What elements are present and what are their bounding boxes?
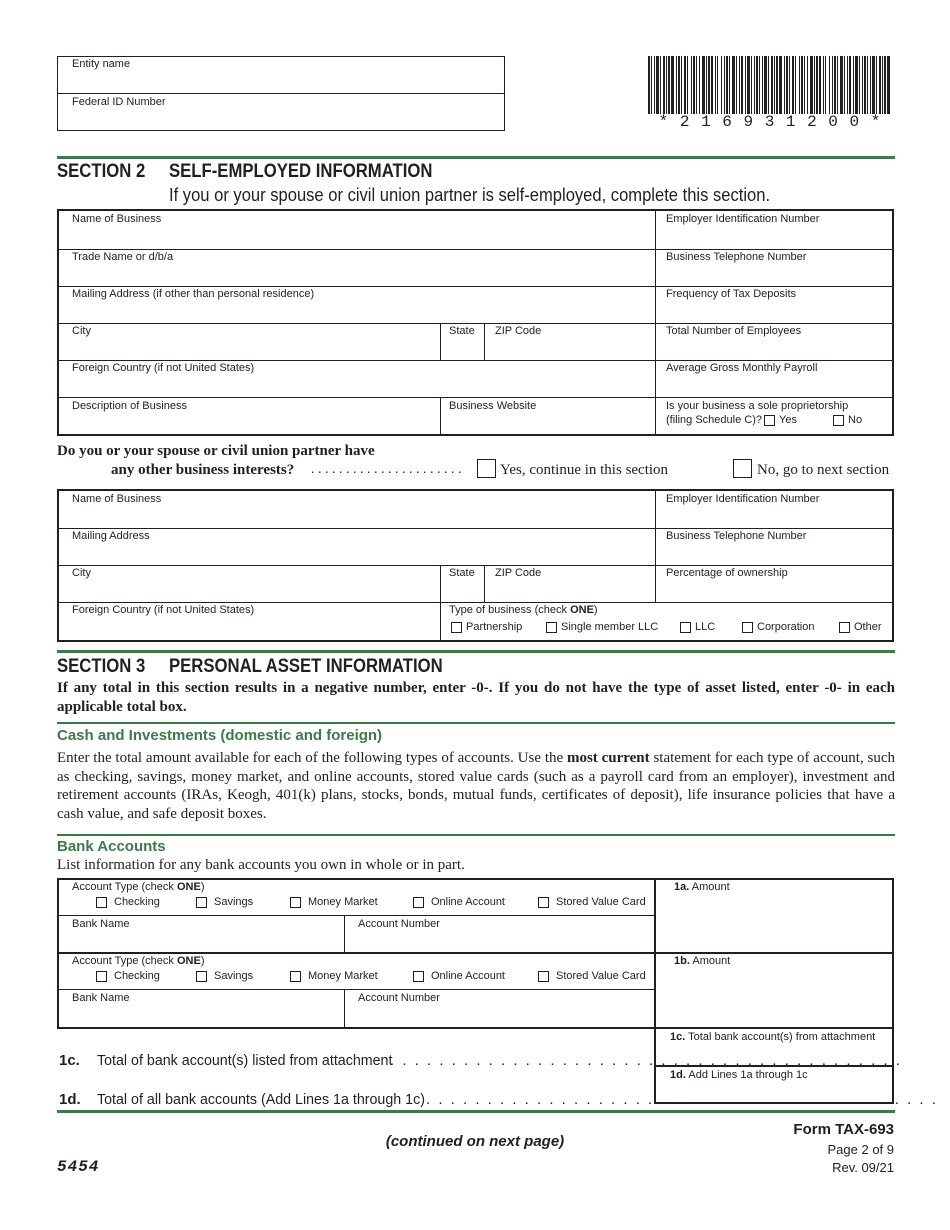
barcode-bar — [774, 56, 775, 114]
federal-id-input[interactable] — [58, 110, 504, 130]
trade-name-label: Trade Name or d/b/a — [72, 251, 174, 263]
other-business-phone-label: Business Telephone Number — [666, 530, 807, 542]
state-label: State — [449, 325, 475, 337]
barcode-bar — [741, 56, 743, 114]
entity-name-input[interactable] — [58, 72, 504, 92]
checking-label-1: Checking — [114, 896, 160, 908]
barcode-bar — [711, 56, 713, 114]
barcode-bar — [726, 56, 728, 114]
stored-value-checkbox-2[interactable] — [538, 971, 549, 982]
barcode-bar — [884, 56, 886, 114]
barcode-bar — [819, 56, 821, 114]
form-name: Form TAX-693 — [793, 1121, 894, 1138]
money-market-label-1: Money Market — [308, 896, 378, 908]
other-interests-dots: . . . . . . . . . . . . . . . . . . . . . . — [311, 462, 462, 477]
account-number-label-1: Account Number — [358, 918, 440, 930]
percentage-ownership-label: Percentage of ownership — [666, 567, 788, 579]
barcode-bar — [715, 56, 716, 114]
other-interests-question-1: Do you or your spouse or civil union partner have — [57, 443, 375, 459]
other-type-checkbox[interactable] — [839, 622, 850, 633]
partnership-checkbox[interactable] — [451, 622, 462, 633]
barcode-bar — [792, 56, 794, 114]
checking-label-2: Checking — [114, 970, 160, 982]
llc-label: LLC — [695, 621, 716, 633]
barcode-bar — [825, 56, 826, 114]
barcode-bar — [801, 56, 803, 114]
bank-name-label-1: Bank Name — [72, 918, 130, 930]
barcode-bar — [693, 56, 695, 114]
barcode-bar — [795, 56, 796, 114]
section3-instruction: If any total in this section results in a negative number, enter -0-. If you do not have the type of asset listed, enter -0- in each applicable total box. — [57, 680, 895, 715]
other-name-of-business-label: Name of Business — [72, 493, 162, 505]
barcode-bar — [847, 56, 848, 114]
savings-checkbox-2[interactable] — [196, 971, 207, 982]
barcode-bar — [663, 56, 665, 114]
barcode-bar — [739, 56, 740, 114]
cash-investments-heading: Cash and Investments (domestic and foreign) — [57, 727, 383, 744]
barcode-bar — [832, 56, 833, 114]
barcode-bar — [762, 56, 763, 114]
name-of-business-label: Name of Business — [72, 213, 162, 225]
sole-prop-yes-checkbox[interactable] — [764, 415, 775, 426]
total-employees-label: Total Number of Employees — [666, 325, 802, 337]
federal-id-label: Federal ID Number — [72, 96, 166, 108]
entity-name-label: Entity name — [72, 58, 131, 70]
sole-prop-no-checkbox[interactable] — [833, 415, 844, 426]
checking-checkbox-1[interactable] — [96, 897, 107, 908]
barcode-bar — [804, 56, 805, 114]
barcode-bar — [816, 56, 818, 114]
barcode-bar — [768, 56, 769, 114]
barcode-bar — [759, 56, 760, 114]
barcode-bar — [837, 56, 838, 114]
barcode-bar — [684, 56, 686, 114]
barcode-bar — [862, 56, 863, 114]
barcode-bar — [681, 56, 682, 114]
single-member-llc-checkbox[interactable] — [546, 622, 557, 633]
checking-checkbox-2[interactable] — [96, 971, 107, 982]
barcode-bar — [706, 56, 707, 114]
barcode-bar — [756, 56, 758, 114]
account-number-label-2: Account Number — [358, 992, 440, 1004]
other-interests-no-checkbox[interactable] — [733, 459, 752, 478]
barcode-bar — [656, 56, 659, 114]
barcode-bar — [702, 56, 705, 114]
website-label: Business Website — [449, 400, 537, 412]
barcode-bar — [668, 56, 670, 114]
llc-checkbox[interactable] — [680, 622, 691, 633]
other-employer-id-label: Employer Identification Number — [666, 493, 820, 505]
line-1b-label: 1b. Amount — [674, 955, 731, 967]
barcode-bar — [867, 56, 868, 114]
barcode-bar — [745, 56, 746, 114]
money-market-label-2: Money Market — [308, 970, 378, 982]
other-state-label: State — [449, 567, 475, 579]
barcode-bar — [887, 56, 890, 114]
business-phone-label: Business Telephone Number — [666, 251, 807, 263]
line-1c-text: Total of bank account(s) listed from attachment — [97, 1052, 393, 1069]
other-type-label: Other — [854, 621, 882, 633]
barcode-bar — [751, 56, 752, 114]
barcode-bar — [799, 56, 800, 114]
barcode-bar — [870, 56, 871, 114]
line-1a-label: 1a. Amount — [674, 881, 730, 893]
stored-value-label-1: Stored Value Card — [556, 896, 646, 908]
sole-prop-no-label: No — [848, 414, 863, 426]
barcode-bar — [747, 56, 750, 114]
barcode-bar — [859, 56, 860, 114]
line-1d-box-label: 1d. Add Lines 1a through 1c — [670, 1069, 808, 1081]
employer-id-label: Employer Identification Number — [666, 213, 820, 225]
bank-name-label-2: Bank Name — [72, 992, 130, 1004]
barcode-bar — [876, 56, 877, 114]
barcode-bar — [864, 56, 866, 114]
description-label: Description of Business — [72, 400, 187, 412]
form-code: 5454 — [57, 1158, 100, 1176]
barcode-bar — [724, 56, 725, 114]
barcode-bar — [882, 56, 883, 114]
barcode-bar — [708, 56, 710, 114]
barcode-bar — [676, 56, 677, 114]
barcode-bar — [807, 56, 808, 114]
barcode-bar — [776, 56, 778, 114]
barcode-bar — [879, 56, 881, 114]
barcode-bar — [699, 56, 700, 114]
money-market-checkbox-1[interactable] — [290, 897, 301, 908]
other-interests-yes-label: Yes, continue in this section — [500, 462, 669, 478]
barcode-bar — [849, 56, 851, 114]
stored-value-label-2: Stored Value Card — [556, 970, 646, 982]
barcode-bar — [764, 56, 767, 114]
zip-label: ZIP Code — [495, 325, 542, 337]
barcode-bar — [853, 56, 854, 114]
bank-accounts-heading: Bank Accounts — [57, 838, 166, 855]
avg-payroll-label: Average Gross Monthly Payroll — [666, 362, 818, 374]
city-label: City — [72, 325, 91, 337]
other-interests-no-label: No, go to next section — [757, 462, 890, 478]
barcode-bar — [732, 56, 735, 114]
barcode-bar — [771, 56, 773, 114]
section3-title: PERSONAL ASSET INFORMATION — [169, 656, 443, 677]
barcode-bar — [789, 56, 790, 114]
revision-date: Rev. 09/21 — [832, 1160, 894, 1175]
barcode-bar — [654, 56, 655, 114]
sole-prop-label-1: Is your business a sole proprietorship — [666, 400, 849, 412]
barcode-bar — [666, 56, 667, 114]
other-zip-label: ZIP Code — [495, 567, 542, 579]
barcode-bar — [834, 56, 836, 114]
section2-title: SELF-EMPLOYED INFORMATION — [169, 161, 433, 182]
account-type-label-2: Account Type (check ONE) — [72, 955, 205, 967]
corporation-label: Corporation — [757, 621, 815, 633]
barcode-bar — [648, 56, 650, 114]
barcode-bar — [671, 56, 674, 114]
barcode — [648, 56, 892, 114]
line-1c-dots: . . . . . . . . . . . . . . . . . . . . . . . . . . . . . . . . . . . . . . . . . . — [390, 1052, 902, 1069]
barcode-bar — [814, 56, 815, 114]
barcode-bar — [786, 56, 788, 114]
sole-prop-label-2: (filing Schedule C)? — [666, 414, 762, 426]
type-of-business-label: Type of business (check ONE) — [449, 604, 598, 616]
partnership-label: Partnership — [466, 621, 523, 633]
barcode-bar — [687, 56, 688, 114]
other-interests-question-2: any other business interests? — [111, 462, 295, 478]
barcode-bar — [784, 56, 785, 114]
page-number: Page 2 of 9 — [827, 1142, 894, 1157]
money-market-checkbox-2[interactable] — [290, 971, 301, 982]
barcode-bar — [721, 56, 722, 114]
cash-investments-text: Enter the total amount available for each of the following types of accounts. Use the most current statement for each type of account, such as checking, savings, money market, and online accounts, stored value cards (such as a payroll card from an employer), investment and retirement accounts (IRAs, Keogh, 401(k) plans, stocks, bonds, mutual funds, certificates of deposit), life insurance policies that have a cash value, and safe deposit boxes. — [57, 750, 896, 822]
other-interests-yes-checkbox[interactable] — [477, 459, 496, 478]
online-account-label-1: Online Account — [431, 896, 505, 908]
barcode-text: * 2 1 6 9 3 1 2 0 0 * — [658, 113, 882, 131]
other-foreign-country-label: Foreign Country (if not United States) — [72, 604, 255, 616]
barcode-bar — [691, 56, 692, 114]
barcode-bar — [840, 56, 843, 114]
line-1c-number: 1c. — [59, 1052, 80, 1069]
stored-value-checkbox-1[interactable] — [538, 897, 549, 908]
continued-note: (continued on next page) — [385, 1133, 565, 1150]
barcode-bar — [855, 56, 858, 114]
online-account-label-2: Online Account — [431, 970, 505, 982]
barcode-bar — [810, 56, 813, 114]
barcode-bar — [696, 56, 697, 114]
line-1d-text: Total of all bank accounts (Add Lines 1a through 1c) — [97, 1091, 425, 1108]
barcode-bar — [829, 56, 830, 114]
corporation-checkbox[interactable] — [742, 622, 753, 633]
foreign-country-label: Foreign Country (if not United States) — [72, 362, 255, 374]
line-1c-box-label: 1c. Total bank account(s) from attachment — [670, 1031, 876, 1043]
barcode-bar — [736, 56, 737, 114]
other-city-label: City — [72, 567, 91, 579]
other-mailing-address-label: Mailing Address — [72, 530, 150, 542]
account-type-label-1: Account Type (check ONE) — [72, 881, 205, 893]
sole-prop-yes-label: Yes — [779, 414, 797, 426]
line-1d-number: 1d. — [59, 1091, 81, 1108]
line-1d-dots: . . . . . . . . . . . . . . . . . . . . . . . . . . . . . . . . . . . . . . . . . . — [426, 1091, 938, 1108]
section2-number: SECTION 2 — [57, 161, 146, 182]
barcode-bar — [651, 56, 652, 114]
frequency-deposits-label: Frequency of Tax Deposits — [666, 288, 797, 300]
barcode-bar — [729, 56, 730, 114]
bank-accounts-text: List information for any bank accounts you own in whole or in part. — [57, 857, 465, 873]
barcode-bar — [660, 56, 661, 114]
barcode-bar — [678, 56, 680, 114]
barcode-bar — [754, 56, 755, 114]
savings-label-1: Savings — [214, 896, 254, 908]
barcode-bar — [872, 56, 875, 114]
online-account-checkbox-2[interactable] — [413, 971, 424, 982]
barcode-bar — [844, 56, 845, 114]
section2-subtitle: If you or your spouse or civil union partner is self-employed, complete this section. — [169, 185, 771, 205]
single-member-llc-label: Single member LLC — [561, 621, 659, 633]
section3-number: SECTION 3 — [57, 656, 146, 677]
barcode-bar — [717, 56, 718, 114]
savings-label-2: Savings — [214, 970, 254, 982]
savings-checkbox-1[interactable] — [196, 897, 207, 908]
online-account-checkbox-1[interactable] — [413, 897, 424, 908]
barcode-bar — [779, 56, 782, 114]
barcode-bar — [823, 56, 824, 114]
mailing-address-label: Mailing Address (if other than personal residence) — [72, 288, 315, 300]
